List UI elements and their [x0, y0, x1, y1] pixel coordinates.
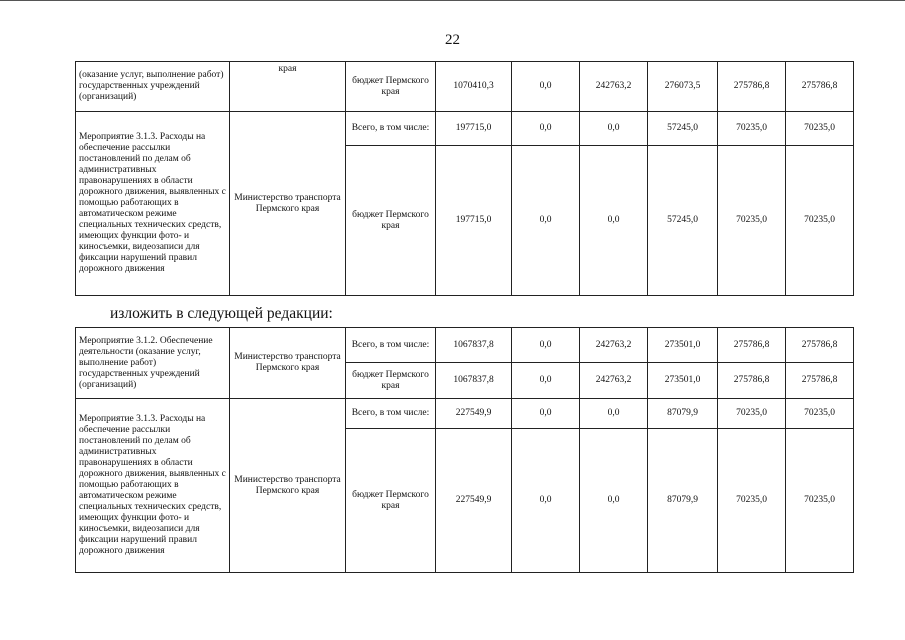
- value-cell: 1067837,8: [436, 328, 512, 363]
- measure-description: Мероприятие 3.1.2. Обеспечение деятельности (оказание услуг, выполнение работ) государственных учреждений (организаций): [76, 328, 230, 399]
- total-label: Всего, в том числе:: [346, 112, 436, 146]
- value-cell: 0,0: [512, 62, 580, 112]
- organization-cell: Министерство транспорта Пермского края: [230, 328, 346, 399]
- measure-description: (оказание услуг, выполнение работ) государственных учреждений (организаций): [76, 62, 230, 112]
- value-cell: 1070410,3: [436, 62, 512, 112]
- value-cell: 0,0: [512, 112, 580, 146]
- value-cell: 275786,8: [718, 62, 786, 112]
- value-cell: 1067837,8: [436, 363, 512, 399]
- funding-source: бюджет Пермского края: [346, 146, 436, 296]
- value-cell: 57245,0: [648, 146, 718, 296]
- organization-cell: края: [230, 62, 346, 112]
- value-cell: 70235,0: [786, 146, 854, 296]
- intro-text: изложить в следующей редакции:: [110, 305, 333, 322]
- table-row: [76, 399, 854, 429]
- new-table: [75, 327, 854, 573]
- value-cell: 70235,0: [786, 399, 854, 429]
- organization-cell: Министерство транспорта Пермского края: [230, 112, 346, 296]
- value-cell: 70235,0: [718, 429, 786, 573]
- organization-cell: Министерство транспорта Пермского края: [230, 399, 346, 573]
- measure-description: Мероприятие 3.1.3. Расходы на обеспечение рассылки постановлений по делам об административных правонарушениях в области дорожного движения, выявленных с помощью работающих в автоматическом режиме специальных технических средств, имеющих функции фото- и киносъемки, видеозаписи для фиксации нарушений правил дорожного движения: [76, 112, 230, 296]
- value-cell: 0,0: [512, 429, 580, 573]
- value-cell: 70235,0: [718, 112, 786, 146]
- value-cell: 242763,2: [580, 328, 648, 363]
- value-cell: 276073,5: [648, 62, 718, 112]
- value-cell: 275786,8: [786, 62, 854, 112]
- value-cell: 275786,8: [786, 363, 854, 399]
- value-cell: 87079,9: [648, 429, 718, 573]
- measure-description: Мероприятие 3.1.3. Расходы на обеспечение рассылки постановлений по делам об административных правонарушениях в области дорожного движения, выявленных с помощью работающих в автоматическом режиме специальных технических средств, имеющих функции фото- и киносъемки, видеозаписи для фиксации нарушений правил дорожного движения: [76, 399, 230, 573]
- value-cell: 242763,2: [580, 62, 648, 112]
- table-row: [76, 112, 854, 146]
- top-rule: [0, 0, 905, 1]
- value-cell: 197715,0: [436, 112, 512, 146]
- value-cell: 87079,9: [648, 399, 718, 429]
- value-cell: 70235,0: [718, 399, 786, 429]
- value-cell: 0,0: [512, 146, 580, 296]
- value-cell: 70235,0: [786, 112, 854, 146]
- page-number: 22: [445, 32, 460, 48]
- value-cell: 0,0: [512, 399, 580, 429]
- value-cell: 57245,0: [648, 112, 718, 146]
- table-row: [76, 328, 854, 363]
- value-cell: 242763,2: [580, 363, 648, 399]
- value-cell: 0,0: [580, 112, 648, 146]
- value-cell: 275786,8: [718, 328, 786, 363]
- value-cell: 227549,9: [436, 429, 512, 573]
- value-cell: 197715,0: [436, 146, 512, 296]
- value-cell: 275786,8: [718, 363, 786, 399]
- value-cell: 0,0: [512, 328, 580, 363]
- value-cell: 275786,8: [786, 328, 854, 363]
- value-cell: 70235,0: [786, 429, 854, 573]
- value-cell: 0,0: [580, 429, 648, 573]
- total-label: Всего, в том числе:: [346, 399, 436, 429]
- value-cell: 0,0: [512, 363, 580, 399]
- value-cell: 0,0: [580, 399, 648, 429]
- value-cell: 273501,0: [648, 363, 718, 399]
- value-cell: 227549,9: [436, 399, 512, 429]
- old-table: [75, 61, 854, 296]
- value-cell: 273501,0: [648, 328, 718, 363]
- funding-source: бюджет Пермского края: [346, 363, 436, 399]
- funding-source: бюджет Пермского края: [346, 429, 436, 573]
- funding-source: бюджет Пермского края: [346, 62, 436, 112]
- table-row: [76, 62, 854, 112]
- value-cell: 0,0: [580, 146, 648, 296]
- value-cell: 70235,0: [718, 146, 786, 296]
- total-label: Всего, в том числе:: [346, 328, 436, 363]
